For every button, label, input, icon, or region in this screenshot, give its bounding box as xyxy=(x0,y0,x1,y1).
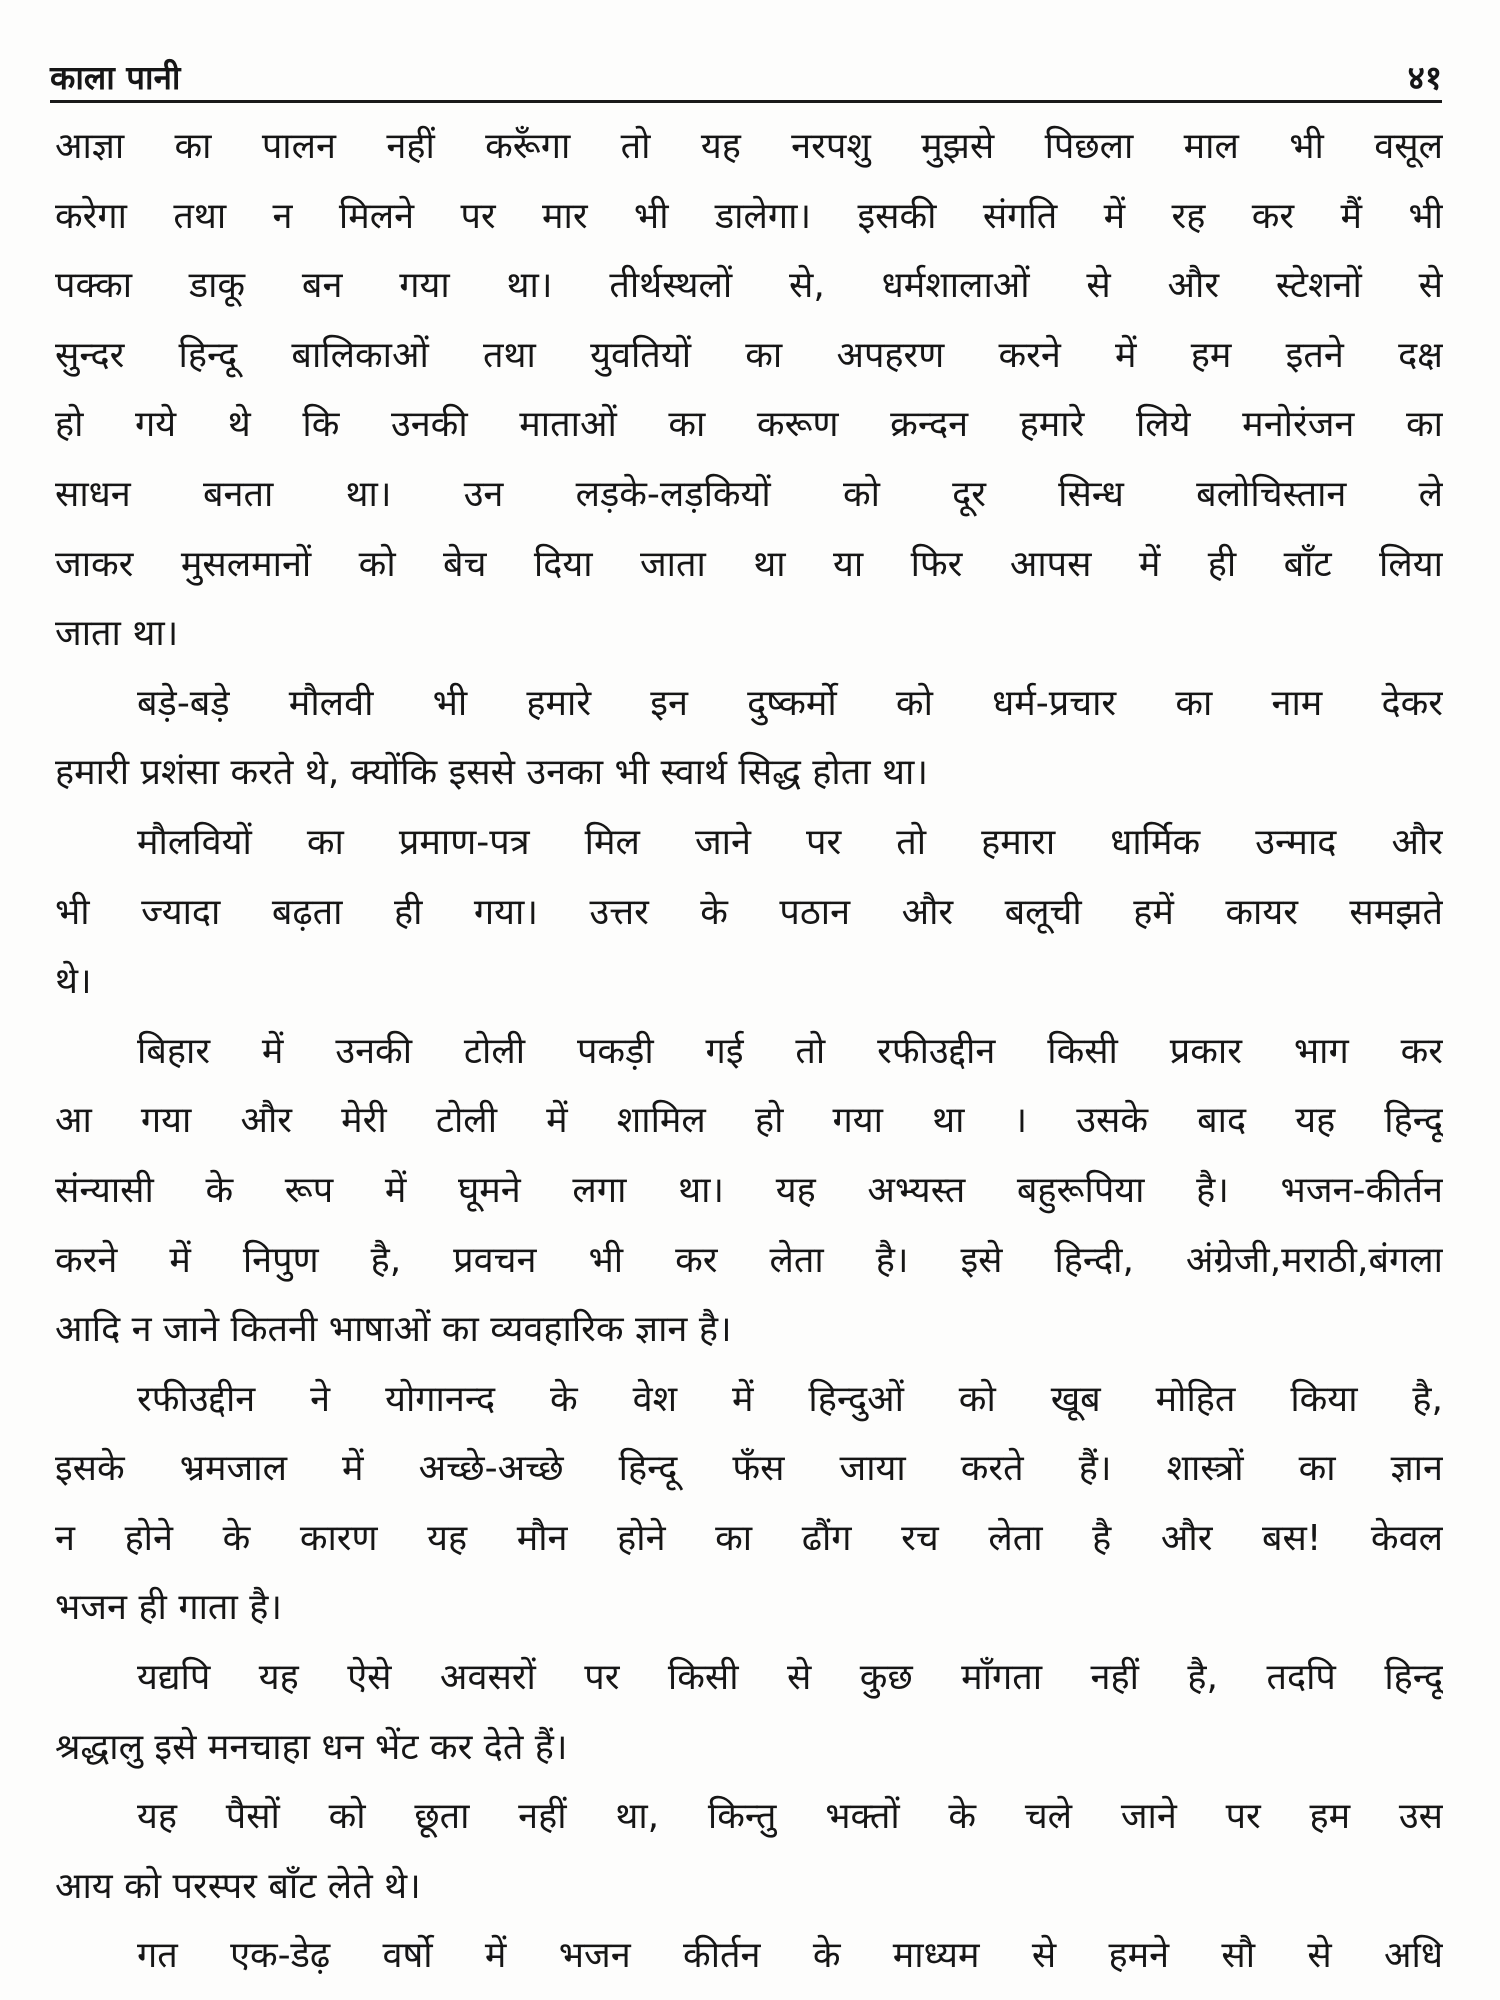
text-line: रफीउद्दीन ने योगानन्द के वेश में हिन्दुओं को खूब मोहित किया है, xyxy=(137,1378,1443,1420)
text-line: मौलवियों का प्रमाण-पत्र मिल जाने पर तो हमारा धार्मिक उन्माद और xyxy=(137,821,1443,863)
text-line: संन्यासी के रूप में घूमने लगा था। यह अभ्यस्त बहुरूपिया है। भजन-कीर्तन xyxy=(55,1169,1443,1211)
text-line: हो गये थे कि उनकी माताओं का करूण क्रन्दन हमारे लिये मनोरंजन का xyxy=(55,404,1443,446)
text-line: बड़े-बड़े मौलवी भी हमारे इन दुष्कर्मो को धर्म-प्रचार का नाम देकर xyxy=(137,682,1443,724)
text-line: जाता था। xyxy=(55,613,179,655)
page-number: ४१ xyxy=(1407,58,1442,97)
text-line: आज्ञा का पालन नहीं करूँगा तो यह नरपशु मुझसे पिछला माल भी वसूल xyxy=(55,126,1443,167)
text-line: करेगा तथा न मिलने पर मार भी डालेगा। इसकी संगति में रह कर मैं भी xyxy=(55,195,1443,237)
text-line: श्रद्धालु इसे मनचाहा धन भेंट कर देते हैं। xyxy=(55,1726,568,1768)
text-line: थे। xyxy=(55,961,92,1003)
text-line: हमारी प्रशंसा करते थे, क्योंकि इससे उनका भी स्वार्थ सिद्ध होता था। xyxy=(55,752,928,794)
text-line: सुन्दर हिन्दू बालिकाओं तथा युवतियों का अपहरण करने में हम इतने दक्ष xyxy=(55,334,1443,376)
text-line: न होने के कारण यह मौन होने का ढौंग रच लेता है और बस! केवल xyxy=(55,1517,1443,1559)
text-line: आ गया और मेरी टोली में शामिल हो गया था । उसके बाद यह हिन्दू xyxy=(55,1100,1443,1142)
book-title: काला पानी xyxy=(50,58,181,97)
text-line: गत एक-डेढ़ वर्षो में भजन कीर्तन के माध्यम से हमने सौ से अधि xyxy=(137,1935,1443,1977)
text-line: बिहार में उनकी टोली पकड़ी गई तो रफीउद्दीन किसी प्रकार भाग कर xyxy=(137,1030,1443,1072)
text-line: पक्का डाकू बन गया था। तीर्थस्थलों से, धर्मशालाओं से और स्टेशनों से xyxy=(55,265,1443,307)
body-text xyxy=(55,112,1443,1992)
text-line: यह पैसों को छूता नहीं था, किन्तु भक्तों के चले जाने पर हम उस xyxy=(137,1796,1443,1838)
text-line: जाकर मुसलमानों को बेच दिया जाता था या फिर आपस में ही बाँट लिया xyxy=(55,543,1443,585)
text-line: भजन ही गाता है। xyxy=(55,1587,282,1629)
text-line: यद्यपि यह ऐसे अवसरों पर किसी से कुछ माँगता नहीं है, तदपि हिन्दू xyxy=(137,1657,1443,1699)
text-line: आदि न जाने कितनी भाषाओं का व्यवहारिक ज्ञान है। xyxy=(55,1309,732,1351)
text-line: करने में निपुण है, प्रवचन भी कर लेता है। इसे हिन्दी, अंग्रेजी,मराठी,बंगला xyxy=(55,1239,1443,1281)
running-header xyxy=(50,44,1442,103)
text-line: आय को परस्पर बाँट लेते थे। xyxy=(55,1865,421,1907)
text-line: इसके भ्रमजाल में अच्छे-अच्छे हिन्दू फँस जाया करते हैं। शास्त्रों का ज्ञान xyxy=(55,1448,1443,1490)
text-line: भी ज्यादा बढ़ता ही गया। उत्तर के पठान और बलूची हमें कायर समझते xyxy=(55,891,1443,933)
text-line: साधन बनता था। उन लड़के-लड़कियों को दूर सिन्ध बलोचिस्तान ले xyxy=(55,473,1443,515)
